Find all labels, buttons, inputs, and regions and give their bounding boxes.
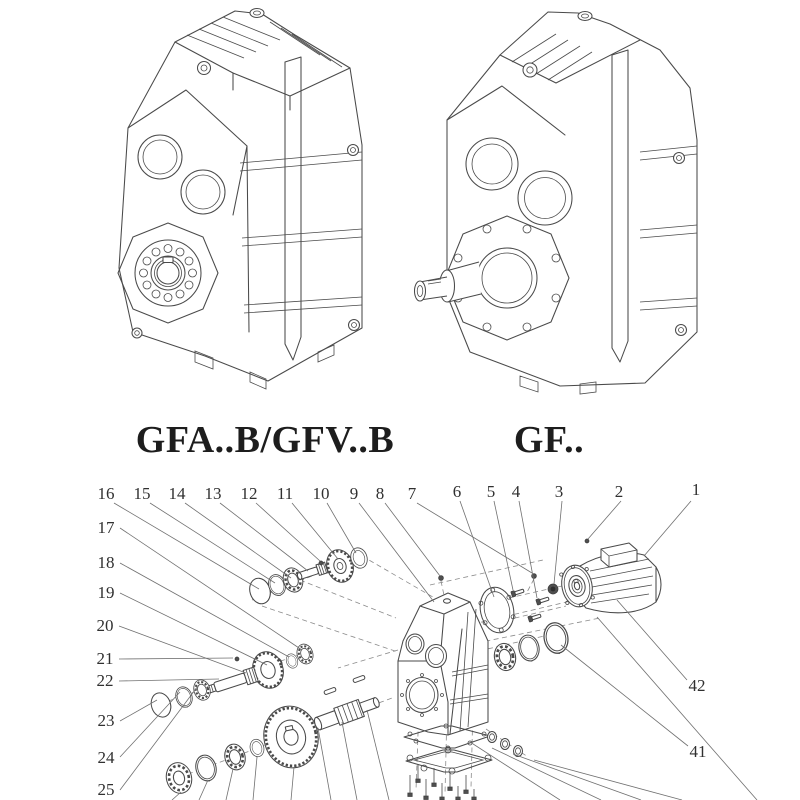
shaft-key <box>353 675 366 683</box>
gear-bores <box>138 135 225 214</box>
callout-21: 21 <box>96 649 114 668</box>
callout-14: 14 <box>168 484 186 503</box>
motor-drawing <box>558 539 661 613</box>
callout-22: 22 <box>96 671 114 690</box>
callout-20: 20 <box>96 616 114 635</box>
callout-9: 9 <box>349 484 359 503</box>
callout-23: 23 <box>97 711 115 730</box>
callout-18: 18 <box>97 553 115 572</box>
callout-5: 5 <box>486 482 496 501</box>
pinion-shaft <box>202 667 258 698</box>
callout-13: 13 <box>204 484 222 503</box>
callout-42: 42 <box>688 676 706 695</box>
output-bearing-boss <box>118 223 218 323</box>
callout-2: 2 <box>614 482 624 501</box>
callout-7: 7 <box>407 484 417 503</box>
model-label-right: GF.. <box>513 419 585 461</box>
figure-right-gearbox <box>415 12 698 395</box>
exploded-view <box>97 480 758 800</box>
callout-16: 16 <box>97 484 115 503</box>
input-shaft-parts <box>246 546 369 607</box>
callout-6: 6 <box>452 482 462 501</box>
callout-10: 10 <box>312 484 330 503</box>
cover-washers <box>488 732 523 757</box>
model-label-left: GFA..B/GFV..B <box>135 419 395 461</box>
callout-4: 4 <box>511 482 521 501</box>
set-screw <box>319 561 323 565</box>
callout-1: 1 <box>691 480 701 499</box>
cover-plate-parts <box>404 724 523 800</box>
roller-bearing <box>163 760 195 796</box>
callout-3: 3 <box>554 482 564 501</box>
callout-24: 24 <box>97 748 115 767</box>
output-gear <box>258 701 324 773</box>
callout-17: 17 <box>97 518 115 537</box>
coupling-bush <box>548 584 558 594</box>
oil-plug <box>578 12 592 21</box>
callout-8: 8 <box>375 484 385 503</box>
callout-41: 41 <box>689 742 707 761</box>
callout-numbers <box>97 480 707 799</box>
callout-15: 15 <box>133 484 151 503</box>
callout-12: 12 <box>240 484 258 503</box>
housing-eye-bolt <box>439 576 444 581</box>
shaft-key <box>324 687 337 695</box>
callout-25: 25 <box>97 780 115 799</box>
oil-plug <box>250 9 264 18</box>
motor-screw <box>585 539 589 543</box>
set-screw <box>235 657 239 661</box>
output-shaft <box>415 262 482 302</box>
callout-19: 19 <box>97 583 115 602</box>
gear-bores <box>466 138 572 225</box>
callout-11: 11 <box>276 484 294 503</box>
figure-left-gearbox <box>118 9 362 390</box>
